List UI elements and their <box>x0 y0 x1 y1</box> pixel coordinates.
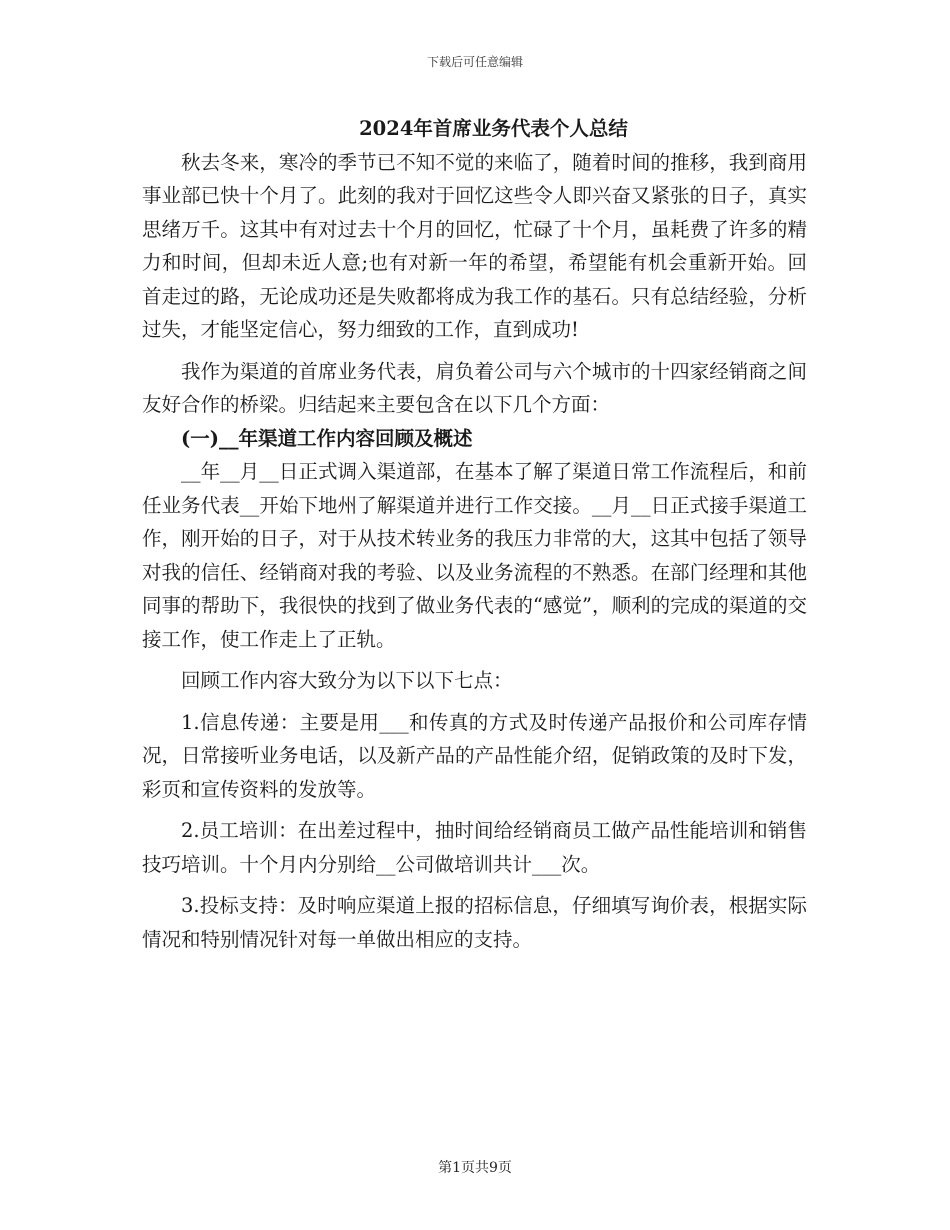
document-body <box>142 112 807 956</box>
page-number: 第1页共9页 <box>438 1160 512 1176</box>
review-summary-paragraph: 回顾工作内容大致分为以下以下七点： <box>181 669 513 692</box>
point-staff-training: 2.员工培训：在出差过程中，抽时间给经销商员工做产品性能培训和销售技巧培训。十个月内分别给__公司做培训共计___次。 <box>142 819 807 876</box>
point-bid-support: 3.投标支持：及时响应渠道上报的招标信息，仔细填写询价表，根据实际情况和特别情况针对每一单做出相应的支持。 <box>142 894 807 951</box>
page-header-note: 下载后可任意编辑 <box>426 55 523 69</box>
document-title: 2024年首席业务代表个人总结 <box>359 117 628 140</box>
transfer-paragraph: __年__月__日正式调入渠道部，在基本了解了渠道日常工作流程后，和前任业务代表__开始下地州了解渠道并进行工作交接。__月__日正式接手渠道工作，刚开始的日子，对于从技术转业务的我压力非常的大，这其中包括了领导对我的信任、经销商对我的考验、以及业务流程的不熟悉。在部门经理和其他同事的帮助下，我很快的找到了做业务代表的“感觉”，顺利的完成的渠道的交接工作，使工作走上了正轨。 <box>142 460 807 651</box>
point-info-transfer: 1.信息传递：主要是用___和传真的方式及时传递产品报价和公司库存情况，日常接听业务电话，以及新产品的产品性能介绍，促销政策的及时下发，彩页和宣传资料的发放等。 <box>142 710 807 801</box>
role-paragraph: 我作为渠道的首席业务代表，肩负着公司与六个城市的十四家经销商之间友好合作的桥梁。归结起来主要包含在以下几个方面： <box>142 359 807 416</box>
section-heading: (一)__年渠道工作内容回顾及概述 <box>181 426 473 450</box>
intro-paragraph: 秋去冬来，寒冷的季节已不知不觉的来临了，随着时间的推移，我到商用事业部已快十个月了。此刻的我对于回忆这些令人即兴奋又紧张的日子，真实思绪万千。这其中有对过去十个月的回忆，忙碌了十个月，虽耗费了许多的精力和时间，但却未近人意;也有对新一年的希望，希望能有机会重新开始。回首走过的路，无论成功还是失败都将成为我工作的基石。只有总结经验，分析过失，才能坚定信心，努力细致的工作，直到成功! <box>142 150 807 341</box>
